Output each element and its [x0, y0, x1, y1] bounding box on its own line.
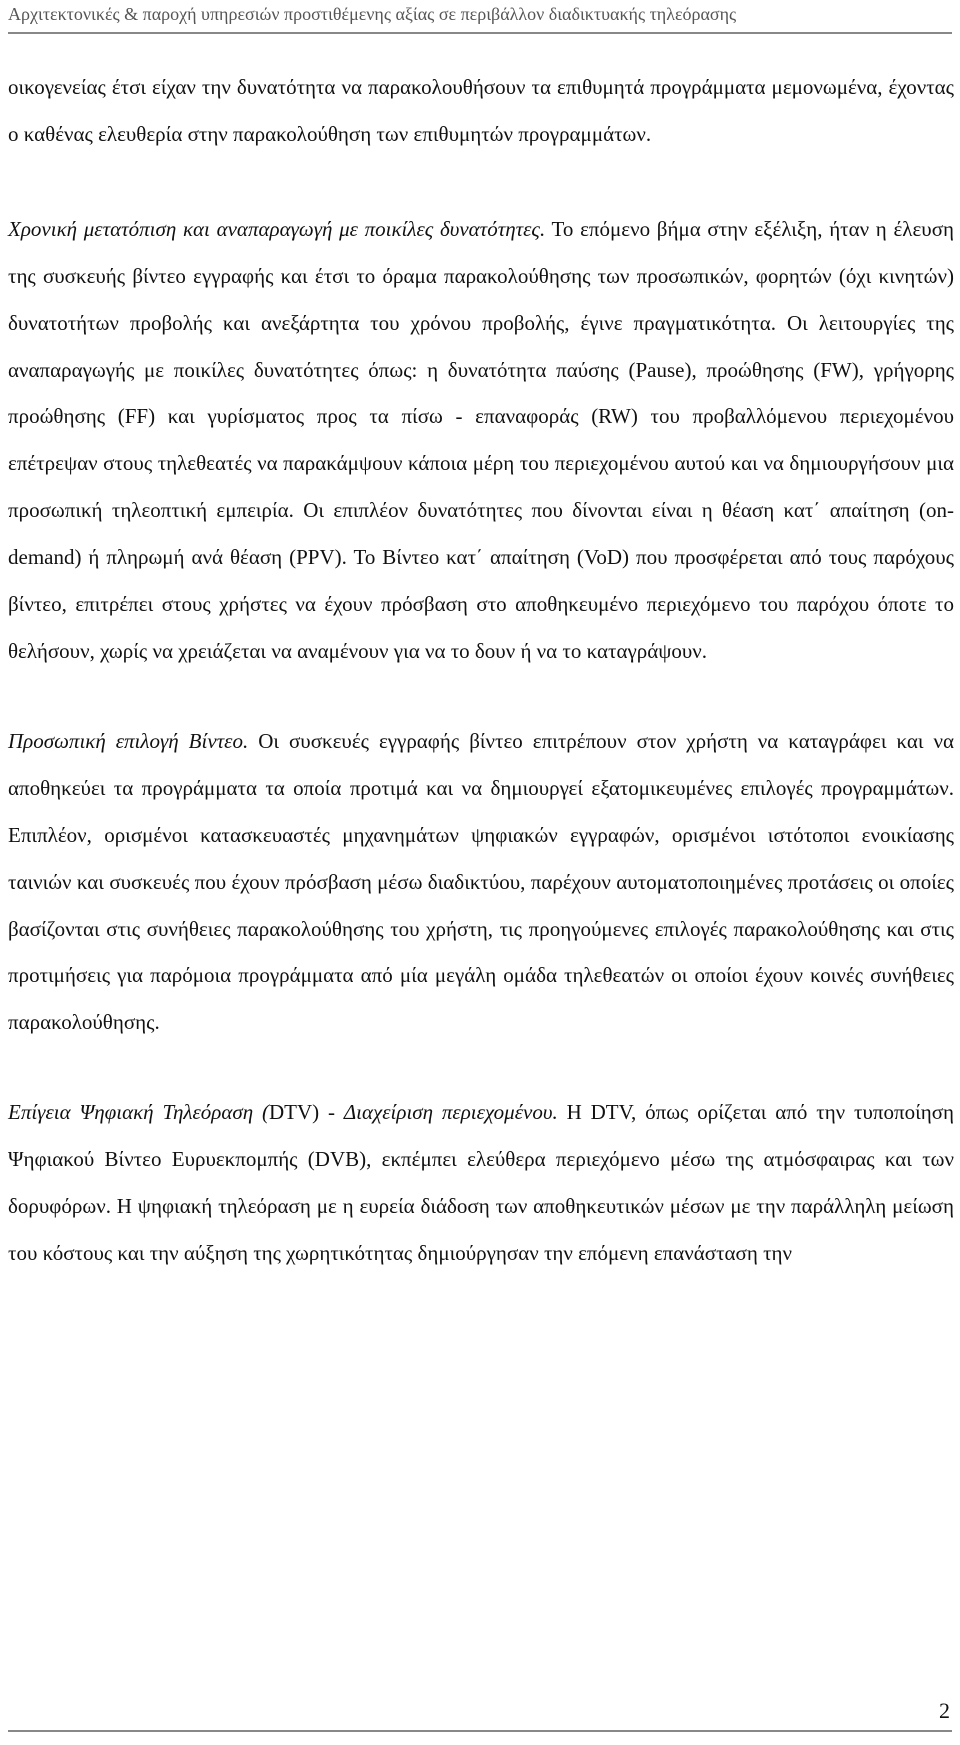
paragraph-family-viewing: [8, 64, 954, 158]
header-title: Αρχιτεκτονικές & παροχή υπηρεσιών προστιθέμενης αξίας σε περιβάλλον διαδικτυακής τηλεόρασης: [8, 4, 737, 24]
document-body: [8, 64, 954, 1277]
paragraph-heading-part: Διαχείριση περιεχομένου.: [343, 1100, 558, 1125]
paragraph-heading-part: Επίγεια Ψηφιακή Τηλεόραση (: [8, 1100, 269, 1125]
paragraph-text: Το επόμενο βήμα στην εξέλιξη, ήταν η έλευση της συσκευής βίντεο εγγραφής και έτσι το όραμα παρακολούθησης των προσωπικών, φορητών (όχι κινητών) δυνατοτήτων προβολής και ανεξάρτητα του χρόνου προβολής, έγινε πραγματικότητα. Οι λειτουργίες της αναπαραγωγής με ποικίλες δυνατότητες όπως: η δυνατότητα παύσης (Pause), προώθησης (FW), γρήγορης προώθησης (FF) και γυρίσματος προς τα πίσω - επαναφοράς (RW) του προβαλλόμενου περιεχομένου επέτρεψαν στους τηλεθεατές να παρακάμψουν κάποια μέρη του περιεχομένου αυτού και να δημιουργήσουν μια προσωπική τηλεοπτική εμπειρία. Οι επιπλέον δυνατότητες που δίνονται είναι η θέαση κατ΄ απαίτηση (on-demand) ή πληρωμή ανά θέαση (PPV). Το Βίντεο κατ΄ απαίτηση (VoD) που προσφέρεται από τους παρόχους βίντεο, επιτρέπει στους χρήστες να έχουν πρόσβαση στο αποθηκευμένο περιεχόμενο του παρόχου όποτε το θελήσουν, χωρίς να χρειάζεται να αναμένουν για να το δουν ή να το καταγράψουν.: [8, 216, 954, 663]
paragraph-text: οικογενείας έτσι είχαν την δυνατότητα να παρακολουθήσουν τα επιθυμητά προγράμματα μεμονωμένα, έχοντας ο καθένας ελευθερία στην παρακολούθηση των επιθυμητών προγραμμάτων.: [8, 75, 954, 146]
page-number: 2: [939, 1698, 950, 1723]
paragraph-heading-part: DTV) -: [268, 1100, 344, 1125]
paragraph-dtv: [8, 1089, 954, 1277]
paragraph-heading: Προσωπική επιλογή Βίντεο.: [8, 728, 249, 753]
paragraph-time-shifting: [8, 206, 954, 675]
running-header: [0, 0, 960, 36]
paragraph-personal-video: [8, 718, 954, 1046]
footer-divider: [8, 1730, 952, 1732]
header-divider: [8, 32, 952, 34]
paragraph-text: Οι συσκευές εγγραφής βίντεο επιτρέπουν στον χρήστη να καταγράφει και να αποθηκεύει τα προγράμματα τα οποία προτιμά και να δημιουργεί εξατομικευμένες επιλογές προγραμμάτων. Επιπλέον, ορισμένοι κατασκευαστές μηχανημάτων ψηφιακών εγγραφών, ορισμένοι ιστότοποι ενοικίασης ταινιών και συσκευές που έχουν πρόσβαση μέσω διαδικτύου, παρέχουν αυτοματοποιημένες προτάσεις οι οποίες βασίζονται στις συνήθειες παρακολούθησης του χρήστη, τις προηγούμενες επιλογές παρακολούθησης και στις προτιμήσεις για παρόμοια προγράμματα από μία μεγάλη ομάδα τηλεθεατών οι οποίοι έχουν κοινές συνήθειες παρακολούθησης.: [8, 728, 954, 1035]
paragraph-text: Η DTV, όπως ορίζεται από την τυποποίηση Ψηφιακού Βίντεο Ευρυεκπομπής (DVB), εκπέμπει ελεύθερα περιεχόμενο μέσω της ατμόσφαιρας και των δορυφόρων. Η ψηφιακή τηλεόραση με η ευρεία διάδοση των αποθηκευτικών μέσων με την παράλληλη μείωση του κόστους και την αύξηση της χωρητικότητας δημιούργησαν την επόμενη επανάσταση την: [8, 1100, 954, 1265]
paragraph-heading: Χρονική μετατόπιση και αναπαραγωγή με ποικίλες δυνατότητες.: [8, 216, 546, 241]
